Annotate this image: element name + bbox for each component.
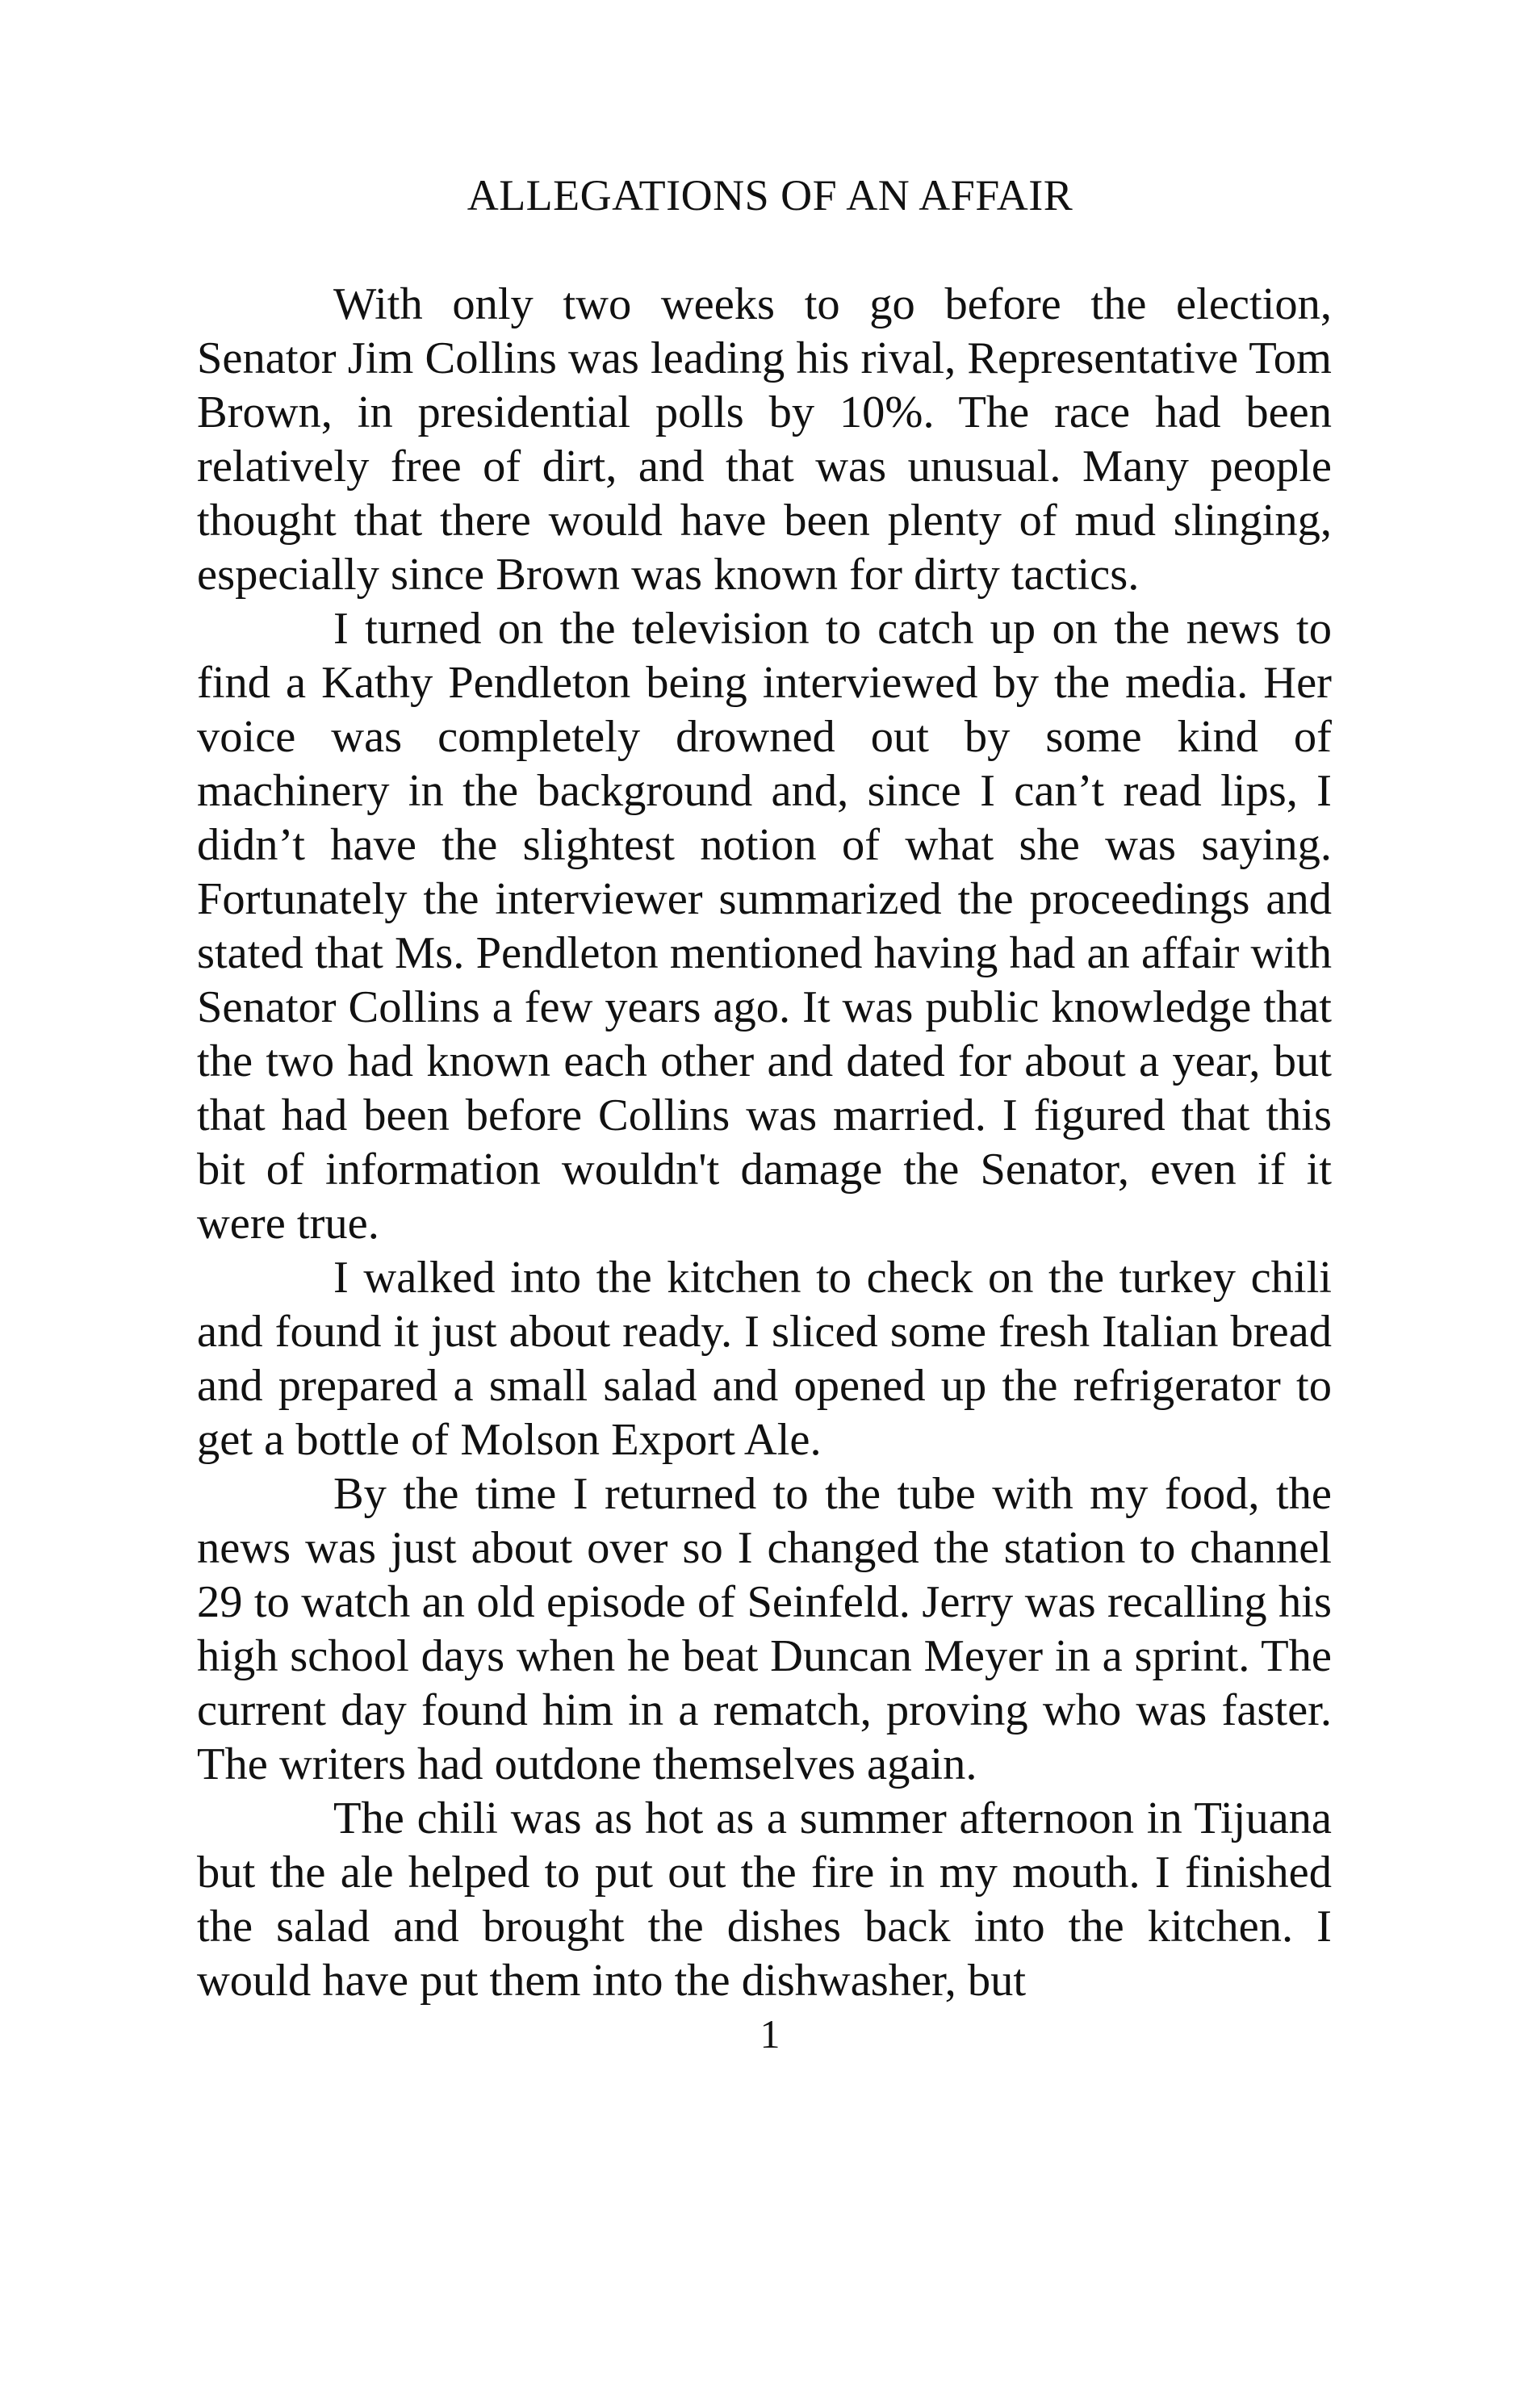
paragraph-seinfeld: By the time I returned to the tube with my food, the news was just about over so I changed the station to channel 29 to watch an old episode of Seinfeld. Jerry was recalling his high school days when he beat Duncan Meyer in a sprint. The current day found him in a rematch, proving who was faster. The writers had outdone themselves again.	[197, 1469, 1332, 1789]
body-text	[197, 278, 1332, 2008]
paragraph-chili: The chili was as hot as a summer afternoon in Tijuana but the ale helped to put out the fire in my mouth. I finished the salad and brought the dishes back into the kitchen. I would have put them into the dishwasher, but	[197, 1793, 1332, 2006]
paragraph-television-news: I turned on the television to catch up on the news to find a Kathy Pendleton being interviewed by the media. Her voice was completely drowned out by some kind of machinery in the background and, since I can’t read lips, I didn’t have the slightest notion of what she was saying. Fortunately the interviewer summarized the proceedings and stated that Ms. Pendleton mentioned having had an affair with Senator Collins a few years ago. It was public knowledge that the two had known each other and dated for about a year, but that had been before Collins was married. I figured that this bit of information wouldn't damage the Senator, even if it were true.	[197, 604, 1332, 1249]
page-number: 1	[760, 2011, 780, 2057]
paragraph-election-polls: With only two weeks to go before the election, Senator Jim Collins was leading his rival, Representative Tom Brown, in presidential polls by 10%. The race had been relatively free of dirt, and that was unusual. Many people thought that there would have been plenty of mud slinging, especially since Brown was known for dirty tactics.	[197, 279, 1332, 600]
paragraph-kitchen: I walked into the kitchen to check on the turkey chili and found it just about ready. I sliced some fresh Italian bread and prepared a small salad and opened up the refrigerator to get a bottle of Molson Export Ale.	[197, 1253, 1332, 1465]
chapter-title: ALLEGATIONS OF AN AFFAIR	[467, 171, 1073, 220]
